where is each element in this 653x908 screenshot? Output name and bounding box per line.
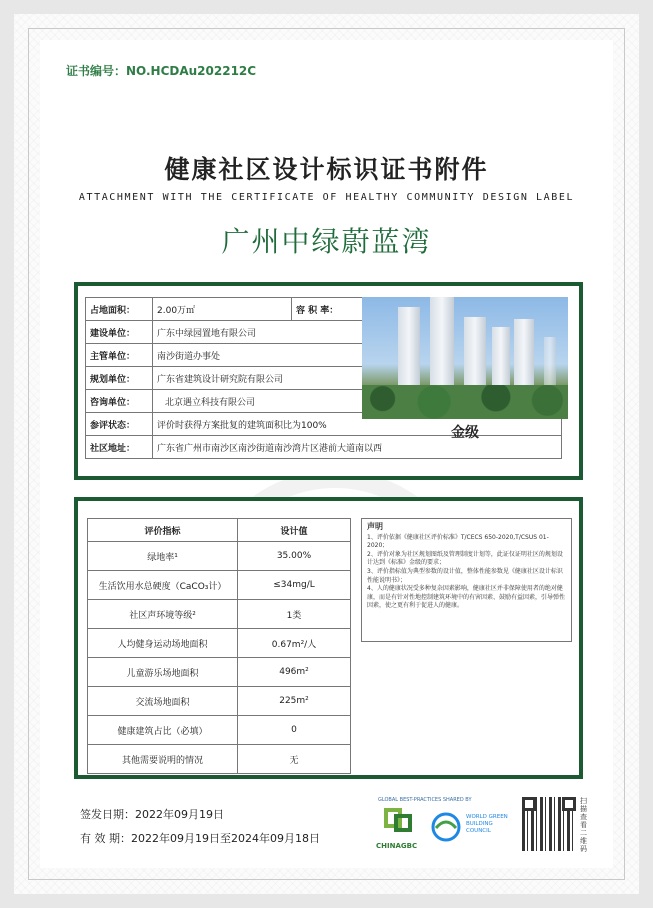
- row-value: 评价时获得方案批复的建筑面积比为100%: [153, 413, 562, 436]
- table-row: [88, 658, 351, 687]
- chinagbc-wordmark: CHINAGBC: [376, 842, 418, 850]
- indicator-value: 225m²: [238, 687, 351, 716]
- chinagbc-logo: [380, 808, 422, 842]
- indicator-value: 无: [238, 745, 351, 774]
- certificate-number: 证书编号：NO.HCDAu202212C: [66, 64, 257, 78]
- table-row: [88, 571, 351, 600]
- valid-period: 有 效 期：2022年09月19日至2024年09月18日: [80, 832, 320, 845]
- indicator-value: 0.67m²/人: [238, 629, 351, 658]
- indicator-name: 儿童游乐场地面积: [88, 658, 238, 687]
- project-rendering-image: [362, 297, 568, 419]
- title-english: ATTACHMENT WITH THE CERTIFICATE OF HEALTHY COMMUNITY DESIGN LABEL: [78, 192, 575, 203]
- table-row: [88, 600, 351, 629]
- indicator-value: 35.00%: [238, 542, 351, 571]
- indicator-table: [87, 518, 351, 774]
- title-chinese: 健康社区设计标识证书附件: [164, 155, 489, 184]
- statement-item: 3、评价指标值为典型参数的设计值，整体性能参数见《健康社区设计标识性能说明书》；: [367, 567, 563, 584]
- indicator-name: 健康建筑占比（必填）: [88, 716, 238, 745]
- area-value: 2.00万㎡: [153, 298, 292, 321]
- row-label: 规划单位：: [86, 367, 153, 390]
- indicator-value: ≤34mg/L: [238, 571, 351, 600]
- indicator-name: 社区声环境等级²: [88, 600, 238, 629]
- wgbc-logo: [428, 812, 464, 842]
- header-indicator: 评价指标: [88, 519, 238, 542]
- statement-title: 声明: [367, 522, 383, 531]
- table-row: [88, 716, 351, 745]
- table-header-row: [88, 519, 351, 542]
- row-value: 广东中绿园置地有限公司: [153, 321, 562, 344]
- row-label: 参评状态：: [86, 413, 153, 436]
- indicator-name: 人均健身运动场地面积: [88, 629, 238, 658]
- statement-item: 4、人的健康状况受多种复杂因素影响，健康社区并非保障使用者的绝对健康，而是有针对性地控制建筑环境中的有害因素、鼓励有益因素，引导弹性因素，使之更有利于促进人的健康。: [367, 585, 566, 610]
- address-label: 社区地址：: [86, 436, 153, 459]
- indicator-value: 496m²: [238, 658, 351, 687]
- row-value: 广东省建筑设计研究院有限公司: [153, 367, 562, 390]
- table-row: [88, 542, 351, 571]
- global-best-practices-text: GLOBAL BEST-PRACTICES SHARED BY: [378, 797, 472, 803]
- row-value: 北京遇立科技有限公司: [153, 390, 562, 413]
- row-value: 南沙街道办事处: [153, 344, 562, 367]
- wgbc-wordmark: WORLD GREEN BUILDING COUNCIL: [466, 814, 508, 834]
- certification-grade: 金级: [451, 425, 479, 441]
- qr-code[interactable]: [522, 797, 576, 851]
- statement-item: 2、评价对象为社区规划图纸及管理制度计划等，此证仅证明社区的规划设计达到《标准》金级的要求；: [367, 550, 563, 567]
- indicator-name: 交流场地面积: [88, 687, 238, 716]
- table-row: [88, 745, 351, 774]
- area-label: 占地面积：: [86, 298, 153, 321]
- row-label: 主管单位：: [86, 344, 153, 367]
- indicator-name: 其他需要说明的情况: [88, 745, 238, 774]
- row-label: 咨询单位：: [86, 390, 153, 413]
- indicator-name: 生活饮用水总硬度（CaCO₃计）: [88, 571, 238, 600]
- address-value: 广东省广州市南沙区南沙街道南沙湾片区港前大道南以西: [153, 436, 562, 459]
- issue-date: 签发日期：2022年09月19日: [80, 808, 224, 821]
- table-row: [88, 687, 351, 716]
- far-label: 容 积 率：: [291, 298, 434, 321]
- qr-caption: 扫描查看二维码: [580, 797, 587, 853]
- statement-item: 1、评价依据《健康社区评价标准》T/CECS 650-2020,T/CSUS 01-2020；: [367, 533, 549, 550]
- header-design-value: 设计值: [238, 519, 351, 542]
- indicator-name: 绿地率¹: [88, 542, 238, 571]
- indicator-value: 0: [238, 716, 351, 745]
- project-name: 广州中绿蔚蓝湾: [221, 225, 432, 258]
- statement-box: [361, 518, 572, 642]
- row-label: 建设单位：: [86, 321, 153, 344]
- table-row: [88, 629, 351, 658]
- indicator-value: 1类: [238, 600, 351, 629]
